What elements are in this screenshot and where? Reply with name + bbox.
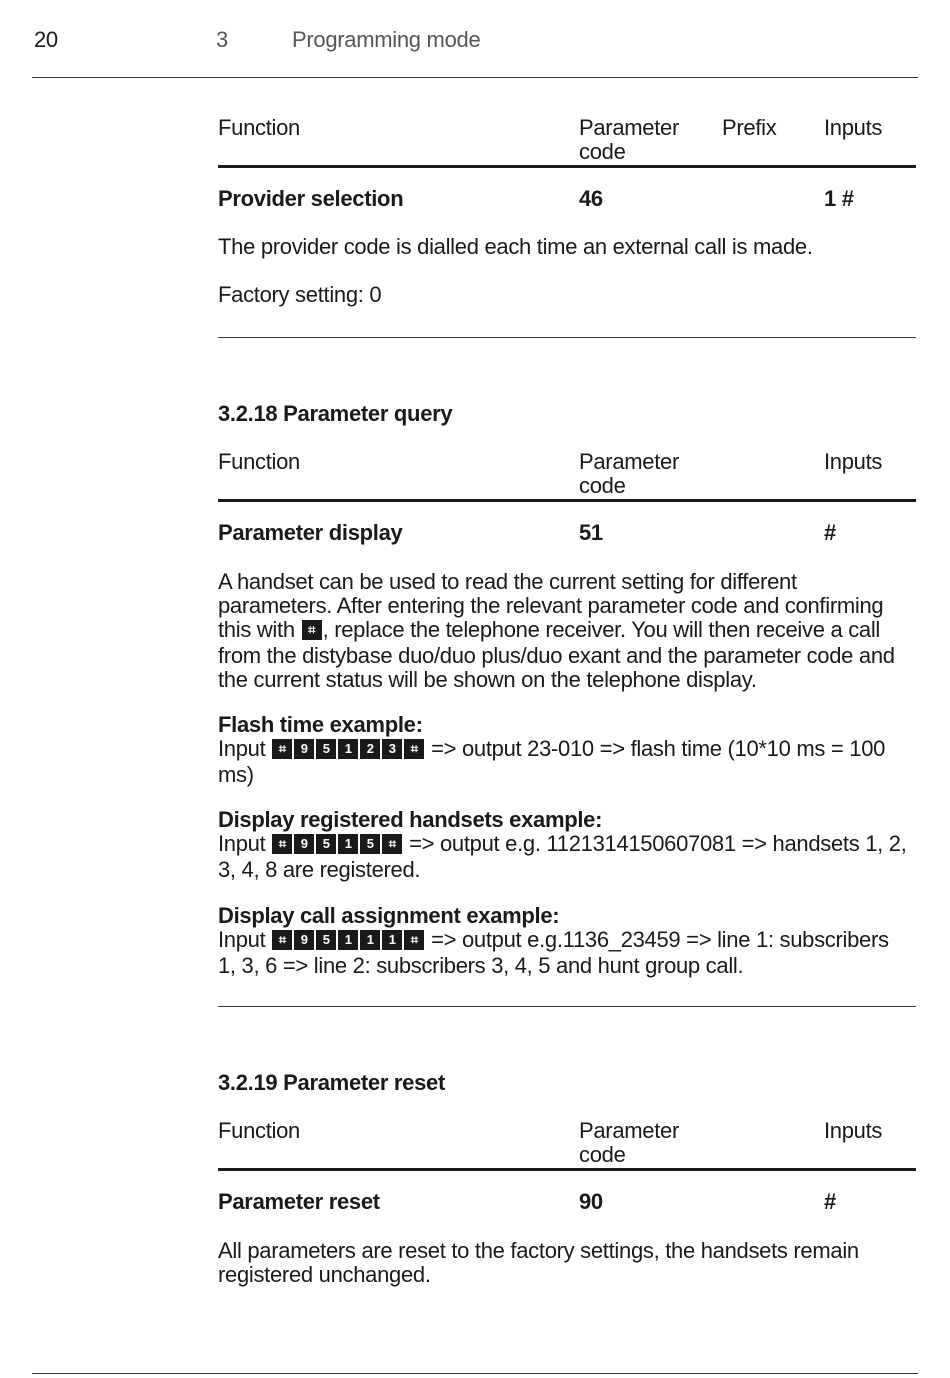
description: The provider code is dialled each time an external call is made. (218, 234, 813, 259)
key-hash-icon: ⌗ (272, 930, 292, 950)
key-digit: 5 (316, 834, 336, 854)
key-digit: 1 (360, 930, 380, 950)
column-header-function: Function (218, 1118, 300, 1143)
section-divider (218, 1006, 916, 1007)
key-hash-icon: ⌗ (272, 739, 292, 759)
example-prefix: Input (218, 927, 266, 952)
example-flash-time (218, 713, 908, 787)
key-digit: 1 (338, 930, 358, 950)
key-sequence (272, 930, 424, 954)
column-header-inputs: Inputs (824, 1118, 883, 1143)
key-hash-icon: ⌗ (272, 834, 292, 854)
section-divider (218, 337, 916, 338)
example-registered-handsets (218, 808, 908, 882)
description: All parameters are reset to the factory settings, the handsets remain registered unchanged. (218, 1238, 859, 1287)
row-function: Parameter display (218, 520, 403, 545)
key-hash-icon: ⌗ (404, 739, 424, 759)
row-inputs: 1 # (824, 186, 854, 211)
example-title: Flash time example: (218, 712, 423, 737)
column-header-code: code (579, 473, 626, 498)
description (218, 570, 908, 692)
hash-key-icon: ⌗ (302, 620, 322, 644)
column-header-parameter: Parameter (579, 1118, 680, 1143)
key-digit: 5 (360, 834, 380, 854)
example-call-assignment (218, 904, 908, 978)
column-header-inputs: Inputs (824, 115, 883, 140)
footer-divider (32, 1373, 918, 1374)
table-header-rule (218, 1168, 916, 1171)
page-number: 20 (34, 27, 58, 52)
example-title: Display registered handsets example: (218, 807, 603, 832)
column-header-inputs: Inputs (824, 449, 883, 474)
chapter-title: Programming mode (292, 27, 481, 52)
key-digit: 9 (294, 834, 314, 854)
key-digit: 1 (338, 834, 358, 854)
example-prefix: Input (218, 736, 266, 761)
description-part-2: , replace the telephone receiver. You will then receive a call from the distybase duo/duo plus/duo exant and the parameter code and the current status will be shown on the telephone display. (218, 617, 895, 692)
column-header-function: Function (218, 449, 300, 474)
column-header-prefix: Prefix (722, 115, 777, 140)
chapter-number: 3 (216, 27, 228, 52)
key-hash-icon: ⌗ (404, 930, 424, 950)
column-header-code: code (579, 1142, 626, 1167)
section-heading: 3.2.18 Parameter query (218, 401, 453, 426)
column-header-parameter: Parameter (579, 449, 680, 474)
key-sequence (272, 739, 424, 763)
row-code: 46 (579, 186, 603, 211)
example-result: => output 23-010 => flash time (10*10 ms = 100 ms) (218, 736, 886, 787)
table-header-rule (218, 499, 916, 502)
row-code: 51 (579, 520, 603, 545)
example-prefix: Input (218, 831, 266, 856)
key-digit: 2 (360, 739, 380, 759)
key-hash-icon: ⌗ (382, 834, 402, 854)
key-digit: 9 (294, 739, 314, 759)
example-result: => output e.g. 1121314150607081 => handsets 1, 2, 3, 4, 8 are registered. (218, 831, 907, 882)
row-inputs: # (824, 1189, 836, 1214)
table-header-rule (218, 165, 916, 168)
column-header-code: code (579, 139, 626, 164)
row-function: Provider selection (218, 186, 404, 211)
key-digit: 9 (294, 930, 314, 950)
description-part-1: A handset can be used to read the current setting for different parameters. After entering the relevant parameter code and confirming this with (218, 569, 884, 642)
key-sequence (272, 834, 402, 858)
row-function: Parameter reset (218, 1189, 380, 1214)
header-divider (32, 77, 918, 78)
example-title: Display call assignment example: (218, 903, 560, 928)
key-digit: 5 (316, 739, 336, 759)
key-digit: 1 (382, 930, 402, 950)
row-inputs: # (824, 520, 836, 545)
example-result: => output e.g.1136_23459 => line 1: subscribers 1, 3, 6 => line 2: subscribers 3, 4, 5 and hunt group call. (218, 927, 889, 978)
row-code: 90 (579, 1189, 603, 1214)
section-heading: 3.2.19 Parameter reset (218, 1070, 446, 1095)
column-header-parameter: Parameter (579, 115, 680, 140)
column-header-function: Function (218, 115, 300, 140)
factory-setting: Factory setting: 0 (218, 282, 382, 307)
key-digit: 3 (382, 739, 402, 759)
key-digit: 1 (338, 739, 358, 759)
key-digit: 5 (316, 930, 336, 950)
